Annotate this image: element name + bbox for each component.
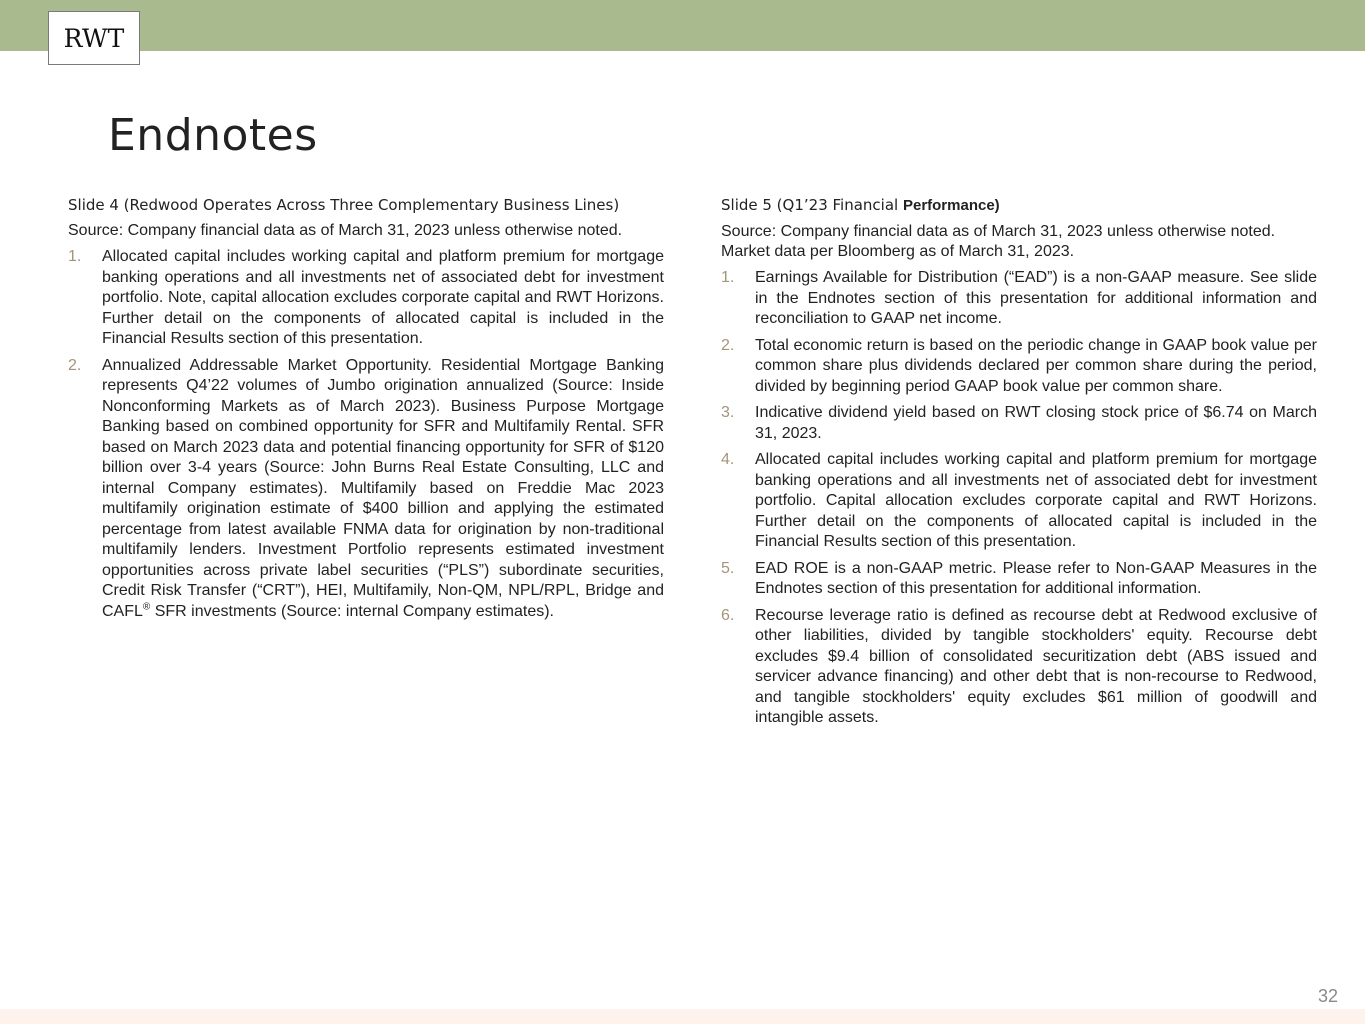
left-heading: Slide 4 (Redwood Operates Across Three Complementary Business Lines) — [68, 196, 620, 214]
list-item — [721, 450, 1317, 553]
left-source: Source: Company financial data as of March 31, 2023 unless otherwise noted. — [68, 222, 623, 239]
list-number: 1. — [68, 248, 82, 265]
right-heading — [721, 195, 1317, 216]
list-text-part: Annualized Addressable Market Opportunity. Residential Mortgage Banking represents Q4’22 volumes of Jumbo origination annualized (Source: Inside Nonconforming Markets as of March 2023). Business Purpose Mortgage Banking based on combined opportunity for SFR and Multifamily Rental. SFR based on March 2023 data and potential financing opportunity for SFR of $120 billion over 3-4 years (Source: John Burns Real Estate Consulting, LLC and internal Company estimates). Multifamily based on Freddie Mac 2023 multifamily origination estimate of $400 billion and applying the estimated percentage from latest available FNMA data for origination by non-traditional multifamily lenders. Investment Portfolio represents estimated investment opportunities across private label securities (“PLS”) subordinate securities, Credit Risk Transfer (“CRT”), HEI, Multifamily, Non-QM, NPL/RPL, Bridge and CAFL — [102, 356, 664, 620]
list-item — [68, 356, 664, 623]
list-item — [721, 336, 1317, 398]
right-heading-bold: Performance) — [902, 197, 1000, 214]
list-text: Total economic return is based on the periodic change in GAAP book value per common share plus dividends declared per common share during the period, divided by beginning period GAAP book value per common share. — [755, 336, 1317, 395]
list-number: 2. — [68, 356, 82, 374]
rwt-logo: RWT — [48, 11, 140, 65]
list-number: 5. — [721, 559, 735, 577]
right-source: Source: Company financial data as of March 31, 2023 unless otherwise noted. Market data per Bloomberg as of March 31, 2023. — [721, 223, 1276, 260]
list-item — [721, 559, 1317, 600]
list-text: Recourse leverage ratio is defined as recourse debt at Redwood exclusive of other liabilities, divided by tangible stockholders' equity. Recourse debt excludes $9.4 billion of consolidated securitization debt (ABS issued and servicer advance financing) and other debt that is non-recourse to Redwood, and tangible stockholders' equity excludes $61 million of goodwill and intangible assets. — [755, 606, 1317, 726]
registered-mark: ® — [142, 601, 151, 613]
right-heading-plain: Slide 5 (Q1’23 Financial — [721, 196, 903, 214]
left-column — [68, 195, 664, 628]
page-title: Endnotes — [108, 110, 318, 161]
list-text: Allocated capital includes working capital and platform premium for mortgage banking operations and all investments net of associated debt for investment portfolio. Note, capital allocation excludes corporate capital and RWT Horizons. Further detail on the components of allocated capital is included in the Financial Results section of this presentation. — [102, 248, 664, 347]
list-number: 1. — [721, 269, 735, 286]
list-text: EAD ROE is a non-GAAP metric. Please refer to Non-GAAP Measures in the Endnotes section of this presentation for additional information. — [755, 559, 1317, 597]
list-item — [68, 247, 664, 350]
list-number: 2. — [721, 336, 735, 354]
header-bar — [0, 0, 1365, 51]
list-item — [721, 606, 1317, 729]
list-text — [102, 356, 664, 623]
list-number: 6. — [721, 606, 735, 624]
list-number: 3. — [721, 404, 735, 421]
footer-strip — [0, 1009, 1365, 1024]
list-item — [721, 403, 1317, 444]
list-text: Indicative dividend yield based on RWT closing stock price of $6.74 on March 31, 2023. — [755, 404, 1317, 442]
right-notes-list — [721, 268, 1317, 729]
list-text-part: SFR investments (Source: internal Company estimates). — [150, 602, 554, 620]
list-text: Earnings Available for Distribution (“EAD”) is a non-GAAP measure. See slide in the Endnotes section of this presentation for additional information and reconciliation to GAAP net income. — [755, 269, 1317, 327]
list-number: 4. — [721, 451, 735, 468]
list-text: Allocated capital includes working capital and platform premium for mortgage banking operations and all investments net of associated debt for investment portfolio. Capital allocation excludes corporate capital and RWT Horizons. Further detail on the components of allocated capital is included in the Financial Results section of this presentation. — [755, 451, 1317, 550]
left-notes-list — [68, 247, 664, 622]
page-number: 32 — [1317, 986, 1338, 1006]
right-column — [721, 195, 1317, 735]
list-item — [721, 268, 1317, 330]
